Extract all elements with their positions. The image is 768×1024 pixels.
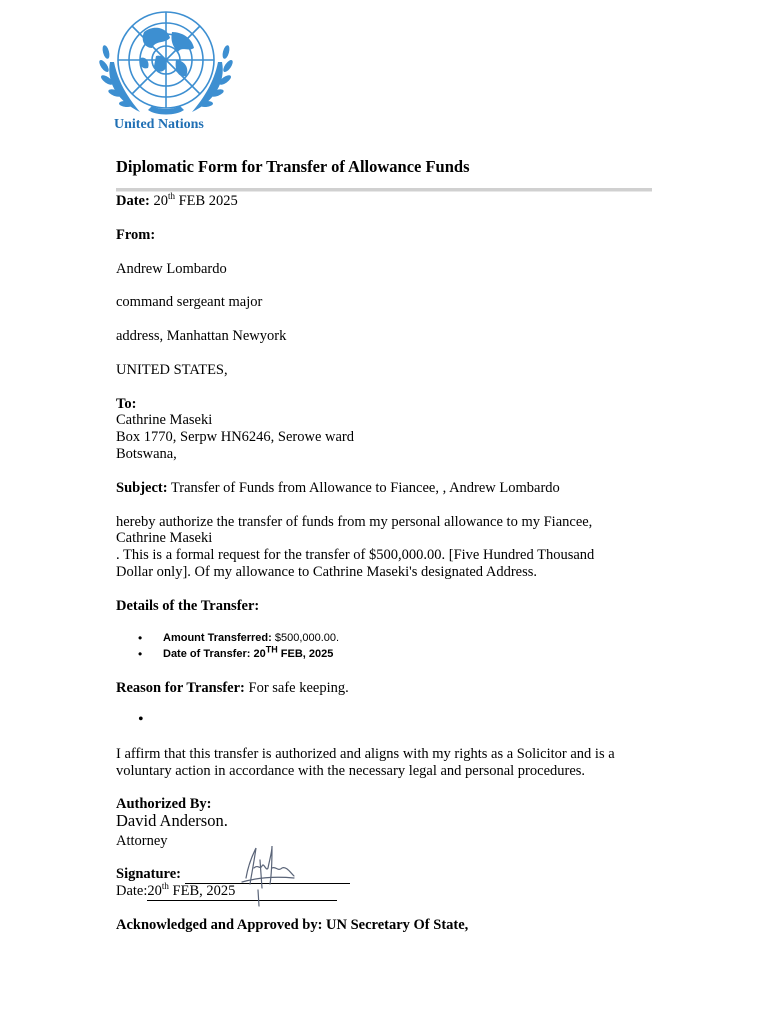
- authorizer-role: Attorney: [116, 833, 168, 849]
- body-line-1: hereby authorize the transfer of funds from my personal allowance to my Fiancee,: [116, 514, 593, 530]
- subject-line: [116, 480, 560, 497]
- empty-bullet: •: [138, 711, 144, 728]
- body-line-4: Dollar only]. Of my allowance to Cathrine Maseki's designated Address.: [116, 564, 538, 580]
- authorizer-name: David Anderson.: [116, 811, 228, 830]
- affirm-line-2: voluntary action in accordance with the necessary legal and personal procedures.: [116, 763, 586, 779]
- body-line-2: Cathrine Maseki: [116, 530, 213, 546]
- handwritten-signature: [232, 838, 302, 910]
- to-address: Box 1770, Serpw HN6246, Serowe ward: [116, 429, 355, 445]
- auth-date-line: [116, 883, 337, 901]
- transfer-date-sup: TH: [265, 644, 278, 655]
- amount-label: Amount Transferred:: [163, 632, 272, 644]
- subject-label: Subject:: [116, 480, 168, 496]
- subject-text: Transfer of Funds from Allowance to Fiancee, , Andrew Lombardo: [167, 480, 560, 496]
- date-day: 20: [153, 193, 168, 209]
- org-name: United Nations: [114, 117, 204, 132]
- affirm-line-1: I affirm that this transfer is authorized and aligns with my rights as a Solicitor and is a: [116, 746, 615, 762]
- title-divider: [116, 188, 652, 192]
- date-suffix: th: [167, 191, 175, 202]
- un-logo: [96, 2, 242, 136]
- form-title: Diplomatic Form for Transfer of Allowance Funds: [116, 157, 470, 176]
- reason-text: For safe keeping.: [244, 680, 349, 696]
- body-line-3: . This is a formal request for the transfer of $500,000.00. [Five Hundred Thousand: [116, 547, 595, 563]
- date-label: Date:: [116, 193, 150, 209]
- date-rest: FEB 2025: [174, 193, 238, 209]
- date-line: [116, 193, 238, 210]
- from-rank: command sergeant major: [116, 294, 263, 310]
- un-emblem-icon: [96, 2, 242, 136]
- reason-label: Reason for Transfer:: [116, 680, 245, 696]
- reason-line: [116, 680, 349, 697]
- signature-label: Signature:: [116, 866, 181, 882]
- list-item: [116, 630, 339, 646]
- from-name: Andrew Lombardo: [116, 261, 227, 277]
- auth-date-rest: FEB, 2025: [168, 883, 236, 899]
- transfer-date-rest: FEB, 2025: [277, 648, 334, 660]
- to-name: Cathrine Maseki: [116, 412, 213, 428]
- from-address: address, Manhattan Newyork: [116, 328, 287, 344]
- from-country: UNITED STATES,: [116, 362, 228, 378]
- from-label: From:: [116, 227, 156, 243]
- to-country: Botswana,: [116, 446, 177, 462]
- authorized-label: Authorized By:: [116, 796, 212, 812]
- auth-date-label: Date:: [116, 883, 148, 899]
- transfer-date-label: Date of Transfer: 20: [163, 648, 266, 660]
- details-list: [116, 630, 339, 662]
- amount-value: $500,000.00.: [271, 632, 340, 644]
- auth-date-sup: th: [161, 881, 169, 892]
- list-item: [116, 646, 339, 662]
- auth-date-day: 20: [147, 883, 162, 899]
- details-label: Details of the Transfer:: [116, 598, 260, 614]
- to-label: To:: [116, 396, 137, 412]
- acknowledged-line: Acknowledged and Approved by: UN Secretary Of State,: [116, 917, 469, 933]
